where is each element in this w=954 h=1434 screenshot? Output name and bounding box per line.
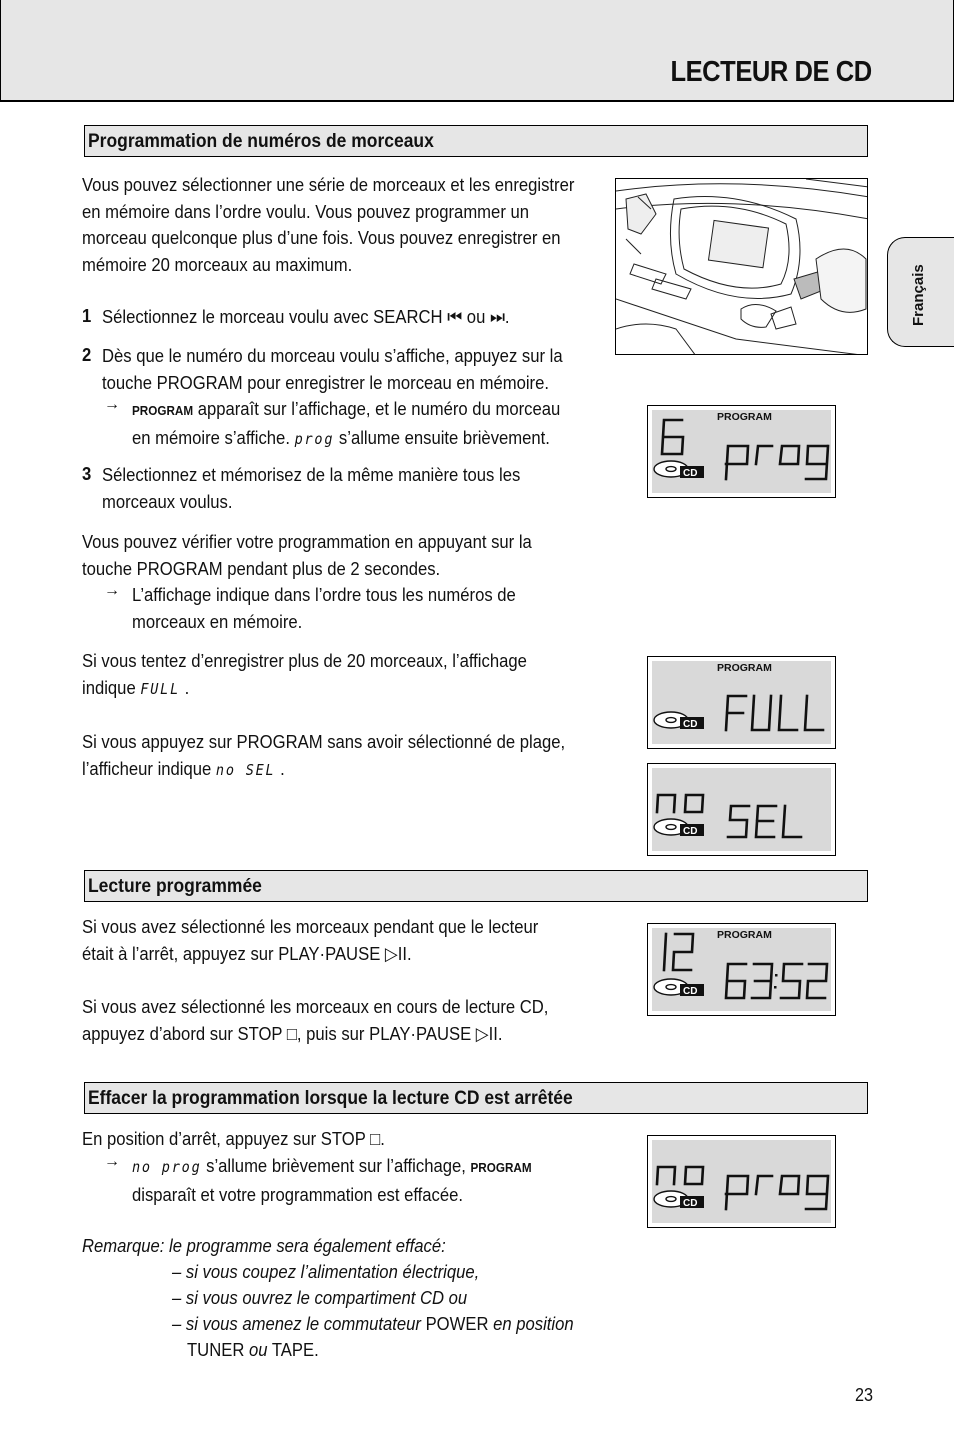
text-run: apparaît sur l’affichage, et le numéro du morceau [193, 398, 561, 419]
remark-item: – si vous ouvrez le compartiment CD ou [172, 1287, 468, 1308]
step-number: 3 [82, 463, 92, 484]
playback-paragraph-1 [82, 914, 538, 967]
page-title: LECTEUR DE CD [670, 56, 872, 88]
remark-item-continued [187, 1337, 319, 1364]
playback-paragraph-2 [82, 994, 548, 1047]
text-run: . [275, 757, 285, 779]
text-line: L’affichage indique dans l’ordre tous les numéros de [132, 584, 516, 605]
lcd-program-label: PROGRAM [717, 662, 772, 674]
text-line: mémoire 20 morceaux au maximum. [82, 253, 353, 275]
lcd-program-label: PROGRAM [717, 411, 772, 423]
text-run: l’afficheur indique [82, 757, 216, 779]
language-tab-label: Français [910, 264, 927, 326]
program-indicator-text: PROGRAM [132, 403, 194, 418]
page-number: 23 [855, 1385, 874, 1405]
text-run: TAPE. [267, 1339, 319, 1360]
lcd-cd-text: CD [683, 719, 698, 730]
nosel-paragraph [82, 729, 565, 783]
step-number: 2 [82, 344, 92, 365]
intro-paragraph [82, 172, 574, 278]
lcd-display-full [647, 656, 836, 749]
text-line: touche PROGRAM pour enregistrer le morceau en mémoire. [102, 371, 549, 393]
lcd-display-nosel [647, 763, 836, 856]
lcd-word: FULL [140, 679, 181, 698]
text-run: – si vous amenez le commutateur [172, 1313, 426, 1334]
remark-item [172, 1311, 574, 1338]
text-run: TUNER [187, 1339, 249, 1360]
erase-paragraph: En position d’arrêt, appuyez sur STOP □. [82, 1128, 385, 1149]
device-illustration [615, 178, 868, 355]
text-run: ou [248, 1339, 268, 1360]
section-heading-text: Lecture programmée [88, 876, 262, 897]
section-heading-erase [84, 1082, 868, 1114]
text-run: en position [488, 1313, 574, 1334]
lcd-cd-text: CD [683, 986, 698, 997]
check-paragraph [82, 529, 532, 582]
lcd-word: no SEL [215, 760, 276, 779]
step-number: 1 [82, 305, 92, 326]
text-line: disparaît et votre programmation est effacée. [132, 1183, 464, 1205]
text-line: morceaux voulus. [102, 490, 233, 512]
section-heading-text: Effacer la programmation lorsque la lecture CD est arrêtée [88, 1088, 573, 1109]
result-arrow-icon: → [104, 582, 120, 599]
result-arrow-icon: → [104, 1153, 120, 1170]
lcd-segments [648, 924, 837, 1017]
lcd-segments [648, 1136, 837, 1229]
lcd-display-program-time [647, 923, 836, 1016]
step-2-text [102, 343, 563, 396]
text-run: s’allume ensuite brièvement. [334, 426, 550, 448]
text-line: touche PROGRAM pendant plus de 2 secondes. [82, 557, 441, 579]
text-line: morceau quelconque plus d’une fois. Vous pouvez enregistrer en [82, 227, 561, 248]
check-result [132, 582, 516, 635]
text-line: Dès que le numéro du morceau voulu s’affiche, appuyez sur la [102, 345, 563, 366]
step-3-text [102, 462, 520, 515]
lcd-display-prog [647, 405, 836, 498]
text-line: Si vous avez sélectionné les morceaux en cours de lecture CD, [82, 996, 549, 1017]
text-line: Si vous tentez d’enregistrer plus de 20 morceaux, l’affichage [82, 650, 527, 671]
remark-item: – si vous coupez l’alimentation électrique, [172, 1261, 480, 1282]
lcd-cd-text: CD [683, 1198, 698, 1209]
text-line: Vous pouvez sélectionner une série de morceaux et les enregistrer [82, 174, 575, 195]
lcd-program-label: PROGRAM [717, 929, 772, 941]
step-2-result [132, 396, 560, 452]
lcd-segments [648, 406, 837, 499]
text-line: appuyez d’abord sur STOP □, puis sur PLAY·PAUSE ▷II. [82, 1022, 503, 1044]
lcd-segments [648, 657, 837, 750]
text-run: indique [82, 676, 141, 698]
text-line: Sélectionnez et mémorisez de la même manière tous les [102, 464, 521, 485]
program-indicator-text: PROGRAM [470, 1160, 532, 1175]
text-line: Vous pouvez vérifier votre programmation en appuyant sur la [82, 531, 532, 552]
step-1-text: Sélectionnez le morceau voulu avec SEARCH ⏮ ou ⏭. [102, 306, 510, 327]
cd-player-drawing-icon [616, 179, 868, 355]
full-paragraph [82, 648, 527, 702]
section-heading-text: Programmation de numéros de morceaux [88, 131, 434, 152]
text-run: s’allume brièvement sur l’affichage, [201, 1155, 471, 1176]
lcd-segments [648, 764, 837, 857]
lcd-word: prog [294, 429, 335, 448]
lcd-word: no prog [132, 1158, 202, 1176]
section-heading-programming [84, 125, 868, 157]
lcd-display-noprog [647, 1135, 836, 1228]
lcd-cd-text: CD [683, 826, 698, 837]
text-run: en mémoire s’affiche. [132, 426, 295, 448]
text-line: Si vous avez sélectionné les morceaux pendant que le lecteur [82, 916, 539, 937]
result-arrow-icon: → [104, 396, 120, 413]
text-run: . [180, 676, 190, 698]
text-run: POWER [425, 1313, 489, 1334]
text-line: morceaux en mémoire. [132, 610, 303, 632]
text-line: en mémoire dans l’ordre voulu. Vous pouvez programmer un [82, 200, 530, 222]
language-tab [887, 237, 954, 347]
remark-title: Remarque: le programme sera également effacé: [82, 1235, 446, 1256]
section-heading-playback [84, 870, 868, 902]
lcd-cd-text: CD [683, 468, 698, 479]
text-line: était à l’arrêt, appuyez sur PLAY·PAUSE ▷II. [82, 942, 412, 964]
text-line: Si vous appuyez sur PROGRAM sans avoir sélectionné de plage, [82, 731, 566, 752]
erase-result [132, 1153, 532, 1208]
